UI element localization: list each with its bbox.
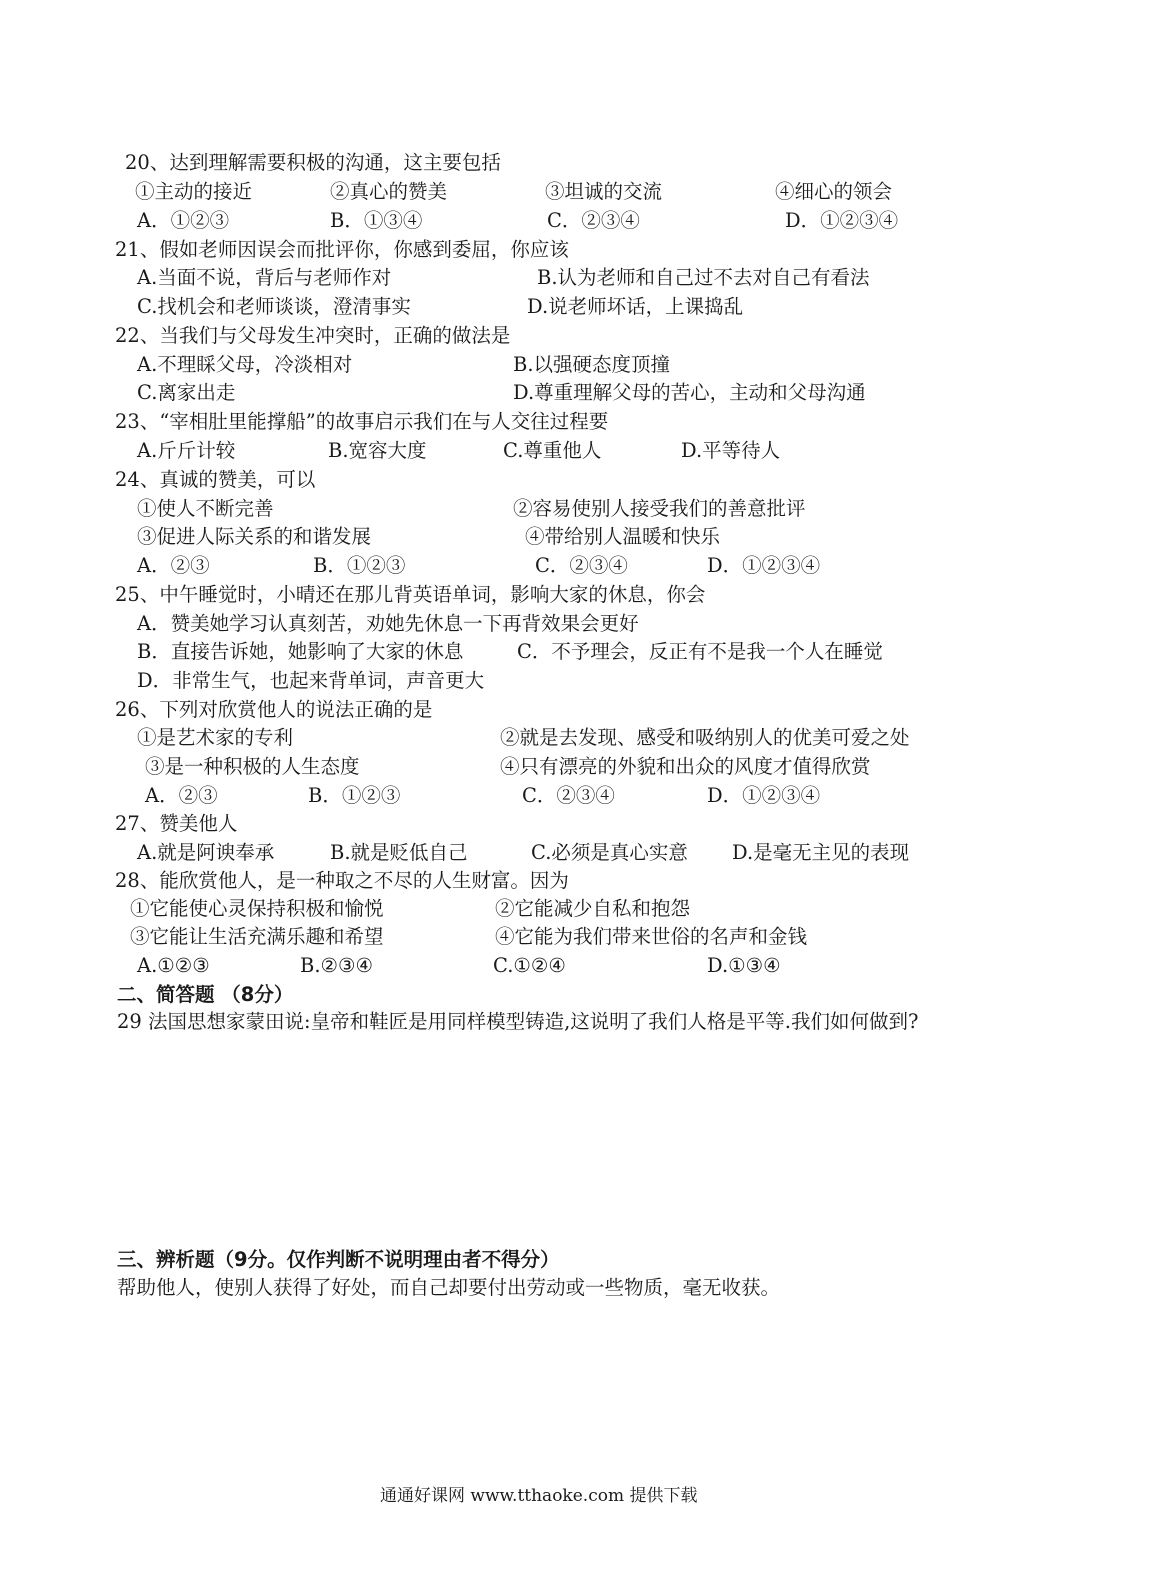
question-26-option-a: A．②③ xyxy=(145,784,218,807)
question-21-option-d: D.说老师坏话，上课捣乱 xyxy=(527,295,744,318)
question-28-option-a: A.①②③ xyxy=(137,954,210,977)
question-28-item-2: ②它能减少自私和抱怨 xyxy=(495,897,691,920)
question-26-option-c: C．②③④ xyxy=(522,784,615,807)
section-3-heading: 三、辨析题（9分。仅作判断不说明理由者不得分） xyxy=(117,1248,560,1271)
question-24-option-b: B．①②③ xyxy=(313,554,406,577)
question-21-option-c: C.找机会和老师谈谈，澄清事实 xyxy=(137,295,411,318)
question-24-item-4: ④带给别人温暖和快乐 xyxy=(525,525,721,548)
section-3-statement: 帮助他人，使别人获得了好处，而自己却要付出劳动或一些物质，毫无收获。 xyxy=(117,1276,781,1299)
question-28-item-4: ④它能为我们带来世俗的名声和金钱 xyxy=(495,925,808,948)
question-23-option-c: C.尊重他人 xyxy=(503,439,602,462)
page-footer: 通通好课网 www.tthaoke.com 提供下载 xyxy=(380,1486,698,1506)
question-20-item-1: ①主动的接近 xyxy=(135,180,253,203)
question-25-option-a: A．赞美她学习认真刻苦，劝她先休息一下再背效果会更好 xyxy=(137,612,639,635)
question-28-item-1: ①它能使心灵保持积极和愉悦 xyxy=(130,897,384,920)
question-23-option-d: D.平等待人 xyxy=(681,439,781,462)
question-24-item-1: ①使人不断完善 xyxy=(137,497,274,520)
question-21-option-a: A.当面不说，背后与老师作对 xyxy=(137,266,392,289)
question-28-item-3: ③它能让生活充满乐趣和希望 xyxy=(130,925,384,948)
question-20-option-b: B．①③④ xyxy=(330,209,423,232)
question-25-stem: 25、中午睡觉时，小晴还在那儿背英语单词，影响大家的休息，你会 xyxy=(115,583,706,606)
question-22-option-d: D.尊重理解父母的苦心，主动和父母沟通 xyxy=(513,381,866,404)
question-24-option-c: C．②③④ xyxy=(535,554,628,577)
question-25-option-c: C．不予理会，反正有不是我一个人在睡觉 xyxy=(517,640,883,663)
question-21-stem: 21、假如老师因误会而批评你，你感到委屈，你应该 xyxy=(115,238,569,261)
question-22-option-b: B.以强硬态度顶撞 xyxy=(513,353,671,376)
question-26-item-4: ④只有漂亮的外貌和出众的风度才值得欣赏 xyxy=(500,755,871,778)
section-2-heading: 二、简答题 （8分） xyxy=(117,983,294,1006)
question-27-option-b: B.就是贬低自己 xyxy=(330,841,468,864)
question-25-option-b: B．直接告诉她，她影响了大家的休息 xyxy=(137,640,464,663)
question-27-option-a: A.就是阿谀奉承 xyxy=(137,841,275,864)
question-21-option-b: B.认为老师和自己过不去对自己有看法 xyxy=(537,266,870,289)
question-27-stem: 27、赞美他人 xyxy=(115,812,238,835)
question-25-option-d: D．非常生气，也起来背单词，声音更大 xyxy=(137,669,485,692)
question-20-item-3: ③坦诚的交流 xyxy=(545,180,663,203)
question-27-option-c: C.必须是真心实意 xyxy=(531,841,688,864)
question-20-option-a: A．①②③ xyxy=(137,209,230,232)
question-22-option-c: C.离家出走 xyxy=(137,381,236,404)
question-26-item-1: ①是艺术家的专利 xyxy=(137,726,294,749)
question-26-item-3: ③是一种积极的人生态度 xyxy=(145,755,360,778)
question-26-option-b: B．①②③ xyxy=(308,784,401,807)
section-2-question-29: 29 法国思想家蒙田说:皇帝和鞋匠是用同样模型铸造,这说明了我们人格是平等.我们如何做到? xyxy=(117,1010,919,1033)
question-20-option-c: C．②③④ xyxy=(547,209,640,232)
question-22-option-a: A.不理睬父母，冷淡相对 xyxy=(137,353,353,376)
question-20-item-4: ④细心的领会 xyxy=(775,180,893,203)
question-24-item-3: ③促进人际关系的和谐发展 xyxy=(137,525,372,548)
question-28-stem: 28、能欣赏他人，是一种取之不尽的人生财富。因为 xyxy=(115,869,569,892)
question-23-stem: 23、“宰相肚里能撑船”的故事启示我们在与人交往过程要 xyxy=(115,410,609,433)
question-27-option-d: D.是毫无主见的表现 xyxy=(732,841,910,864)
question-23-option-b: B.宽容大度 xyxy=(328,439,427,462)
question-20-option-d: D．①②③④ xyxy=(785,209,899,232)
question-20-stem: 20、达到理解需要积极的沟通，这主要包括 xyxy=(125,151,501,174)
question-24-stem: 24、真诚的赞美，可以 xyxy=(115,468,316,491)
question-23-option-a: A.斤斤计较 xyxy=(137,439,236,462)
question-24-item-2: ②容易使别人接受我们的善意批评 xyxy=(513,497,806,520)
question-22-stem: 22、当我们与父母发生冲突时，正确的做法是 xyxy=(115,324,511,347)
question-28-option-d: D.①③④ xyxy=(707,954,781,977)
question-20-item-2: ②真心的赞美 xyxy=(330,180,448,203)
question-28-option-c: C.①②④ xyxy=(493,954,566,977)
question-26-item-2: ②就是去发现、感受和吸纳别人的优美可爱之处 xyxy=(500,726,910,749)
question-24-option-a: A．②③ xyxy=(137,554,210,577)
question-26-option-d: D．①②③④ xyxy=(707,784,821,807)
question-28-option-b: B.②③④ xyxy=(300,954,373,977)
question-24-option-d: D．①②③④ xyxy=(707,554,821,577)
question-26-stem: 26、下列对欣赏他人的说法正确的是 xyxy=(115,698,433,721)
